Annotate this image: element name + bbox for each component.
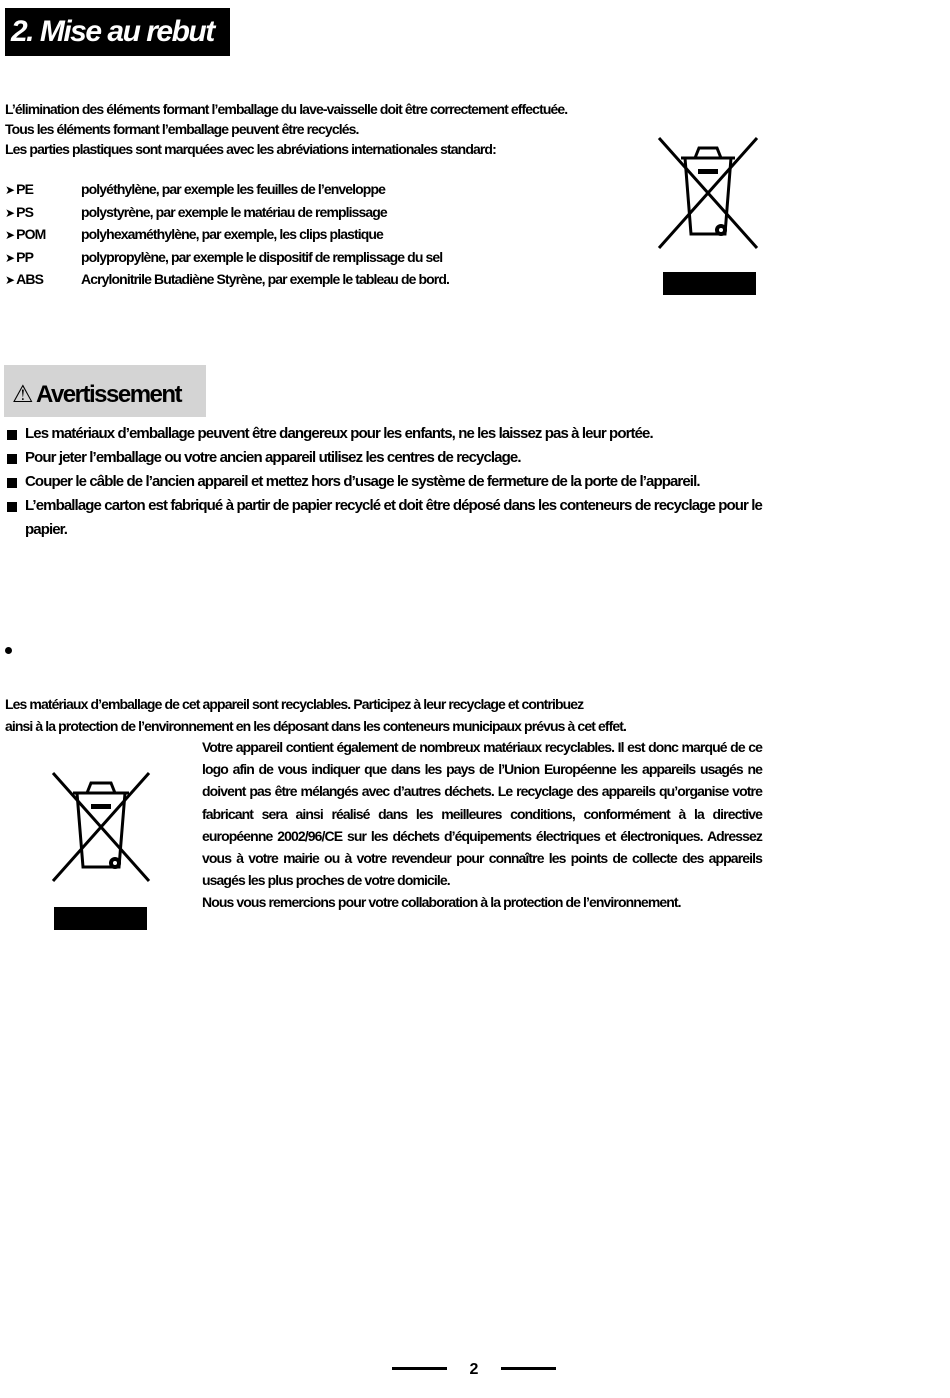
plastics-list <box>5 178 449 291</box>
footer-rule <box>501 1367 556 1370</box>
arrowhead-bullet-icon: ➤ <box>5 273 15 287</box>
crossed-out-wheelie-bin-icon <box>49 769 153 885</box>
plastic-description: polypropylène, par exemple le dispositif de remplissage du sel <box>81 248 443 265</box>
plastic-description: polyhexaméthylène, par exemple, les clips plastique <box>81 226 383 242</box>
black-bar <box>54 907 147 930</box>
square-bullet-icon <box>7 454 17 464</box>
bullet-dot <box>5 647 12 654</box>
list-item <box>5 178 449 201</box>
warning-text: L’emballage carton est fabriqué à partir de papier recyclé et doit être déposé dans les conteneurs de recyclage pour le papier. <box>25 497 762 538</box>
crossed-out-wheelie-bin-icon <box>655 134 761 252</box>
warning-list <box>5 422 762 542</box>
black-bar <box>663 272 756 295</box>
weee-paragraph <box>202 736 762 914</box>
warning-heading <box>4 365 206 417</box>
list-item <box>5 494 762 542</box>
intro-text <box>5 99 685 159</box>
plastic-description: Acrylonitrile Butadiène Styrène, par exemple le tableau de bord. <box>81 271 449 287</box>
warning-text: Couper le câble de l’ancien appareil et mettez hors d’usage le système de fermeture de la porte de l’appareil. <box>25 473 700 490</box>
plastic-code: ABS <box>16 271 44 287</box>
plastic-code: POM <box>16 226 46 242</box>
page-title: 2. Mise au rebut <box>5 8 230 56</box>
arrowhead-bullet-icon: ➤ <box>5 205 15 220</box>
page-footer <box>392 1357 556 1383</box>
arrowhead-bullet-icon: ➤ <box>5 183 15 197</box>
weee-text: Votre appareil contient également de nombreux matériaux recyclables. Il est donc marqué de ce logo afin de vous indiquer que dans les pays de l’Union Européenne les appareils usagés ne doivent pas être mélangés avec d’autres déchets. Le recyclage des appareils qu’organise votre fabricant sera ainsi réalisé dans les meilleures conditions, conformément à la directive européenne 2002/96/CE sur les déchets d’équipements électriques et électroniques. Adressez vous à votre mairie ou à votre revendeur pour connaître les points de collecte des appareils usagés les plus proches de votre domicile. <box>202 739 762 889</box>
square-bullet-icon <box>7 430 17 440</box>
warning-text: Pour jeter l’emballage ou votre ancien appareil utilisez les centres de recyclage. <box>25 449 521 466</box>
list-item <box>5 470 762 494</box>
plastic-code: PS <box>16 203 34 220</box>
warning-triangle-icon: ⚠ <box>12 381 33 408</box>
recycling-line: Les matériaux d’emballage de cet appareil sont recyclables. Participez à leur recyclage et contribuez <box>5 696 584 712</box>
arrowhead-bullet-icon: ➤ <box>5 228 15 242</box>
intro-line: Les parties plastiques sont marquées avec les abréviations internationales standard: <box>5 141 496 157</box>
square-bullet-icon <box>7 478 17 488</box>
list-item <box>5 246 449 269</box>
plastic-description: polyéthylène, par exemple les feuilles de l’enveloppe <box>81 181 385 197</box>
list-item <box>5 446 762 470</box>
list-item <box>5 223 449 246</box>
plastic-code: PP <box>16 248 34 265</box>
plastic-code: PE <box>16 181 34 197</box>
intro-line: L’élimination des éléments formant l’emballage du lave-vaisselle doit être correctement effectuée. <box>5 101 568 117</box>
recycling-line: ainsi à la protection de l’environnement en les déposant dans les conteneurs municipaux prévus à cet effet. <box>5 718 627 734</box>
thanks-text: Nous vous remercions pour votre collaboration à la protection de l’environnement. <box>202 894 681 911</box>
page-number: 2 <box>469 1361 479 1378</box>
list-item <box>5 268 449 291</box>
square-bullet-icon <box>7 502 17 512</box>
intro-line: Tous les éléments formant l’emballage peuvent être recyclés. <box>5 121 359 137</box>
list-item <box>5 422 762 446</box>
recycling-text <box>5 693 762 737</box>
warning-text: Les matériaux d’emballage peuvent être dangereux pour les enfants, ne les laissez pas à leur portée. <box>25 425 653 442</box>
arrowhead-bullet-icon: ➤ <box>5 250 15 265</box>
list-item <box>5 201 449 224</box>
warning-title: Avertissement <box>36 381 182 408</box>
plastic-description: polystyrène, par exemple le matériau de remplissage <box>81 203 387 220</box>
